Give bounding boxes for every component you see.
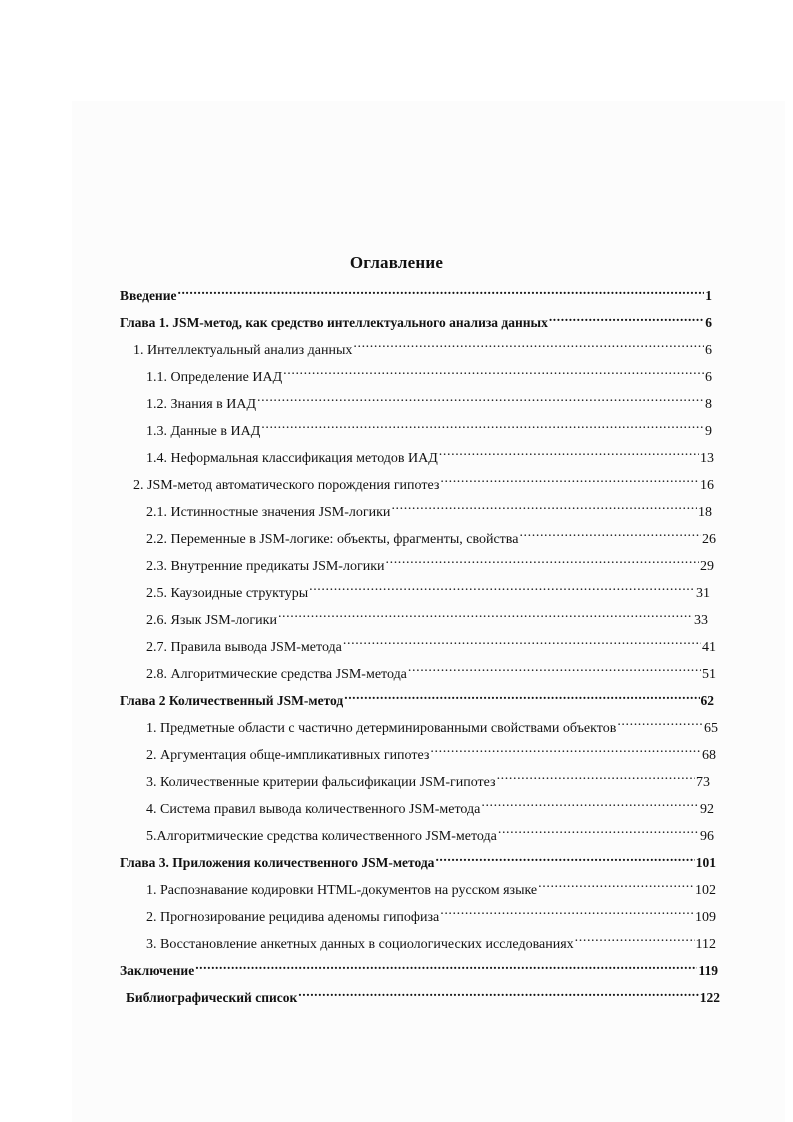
dot-leader	[298, 982, 698, 1002]
toc-entry-page-number: 122	[699, 990, 720, 1005]
toc-entry-label: Глава 1. JSM-метод, как средство интеллектуального анализа данных	[120, 315, 548, 330]
toc-entry[interactable]	[146, 442, 714, 466]
dot-leader	[498, 820, 699, 840]
toc-entry[interactable]	[146, 712, 718, 736]
toc-entry-label: Глава 2 Количественный JSM-метод	[120, 693, 344, 708]
toc-entry[interactable]	[146, 658, 716, 682]
toc-entry[interactable]	[120, 847, 716, 870]
dot-leader	[435, 847, 694, 867]
dot-leader	[177, 280, 704, 300]
toc-entry-page-number: 119	[698, 963, 718, 978]
toc-entry-label: Введение	[120, 288, 177, 303]
toc-entry-page-number: 51	[702, 667, 716, 682]
toc-entry-page-number: 68	[702, 748, 716, 763]
toc-entry-label: 4. Система правил вывода количественного JSM-метода	[146, 802, 481, 817]
toc-entry-label: Заключение	[120, 963, 195, 978]
toc-entry[interactable]	[133, 469, 714, 493]
toc-entry[interactable]	[146, 631, 716, 655]
toc-entry-page-number: 16	[700, 478, 714, 493]
toc-entry-page-number: 33	[694, 613, 708, 628]
toc-entry-page-number: 29	[700, 559, 714, 574]
toc-entry-page-number: 65	[704, 721, 718, 736]
toc-entry[interactable]	[146, 901, 716, 925]
toc-entry[interactable]	[146, 793, 714, 817]
dot-leader	[575, 928, 695, 948]
toc-entry[interactable]	[146, 766, 710, 790]
toc-entry-page-number: 109	[695, 910, 716, 925]
toc-entry-label: 2.2. Переменные в JSM-логике: объекты, фрагменты, свойства	[146, 532, 519, 547]
toc-entry[interactable]	[133, 334, 712, 358]
dot-leader	[391, 496, 697, 516]
dot-leader	[408, 658, 701, 678]
toc-entry[interactable]	[146, 523, 716, 547]
toc-entry-label: 2.5. Каузоидные структуры	[146, 586, 309, 601]
toc-entry-label: 2.7. Правила вывода JSM-метода	[146, 640, 342, 655]
toc-entry[interactable]	[146, 550, 714, 574]
dot-leader	[481, 793, 699, 813]
toc-entry[interactable]	[146, 577, 710, 601]
dot-leader	[309, 577, 695, 597]
dot-leader	[440, 901, 694, 921]
dot-leader	[343, 631, 701, 651]
toc-entry[interactable]	[146, 361, 712, 385]
toc-entry[interactable]	[120, 307, 712, 330]
toc-entry-page-number: 62	[700, 693, 714, 708]
dot-leader	[538, 874, 694, 894]
toc-entry[interactable]	[146, 388, 712, 412]
toc-entry-page-number: 9	[705, 424, 712, 439]
toc-entry-page-number: 102	[695, 883, 716, 898]
toc-title: Оглавление	[349, 253, 444, 272]
toc-entry[interactable]	[146, 415, 712, 439]
toc-entry-page-number: 73	[696, 775, 710, 790]
toc-entry-label: 1.3. Данные в ИАД	[146, 424, 261, 439]
toc-entry-label: 2. Прогнозирование рецидива аденомы гипофиза	[146, 910, 440, 925]
toc-entry-page-number: 18	[698, 505, 712, 520]
toc-entry-page-number: 26	[702, 532, 716, 547]
dot-leader	[261, 415, 704, 435]
dot-leader	[386, 550, 700, 570]
toc-entry-page-number: 96	[700, 829, 714, 844]
toc-entry[interactable]	[120, 280, 712, 303]
toc-entry-page-number: 41	[702, 640, 716, 655]
toc-entry-page-number: 6	[705, 343, 712, 358]
dot-leader	[430, 739, 701, 759]
toc-entry-label: 3. Количественные критерии фальсификации JSM-гипотез	[146, 775, 496, 790]
toc-entry-page-number: 13	[700, 451, 714, 466]
toc-entry-label: 2. JSM-метод автоматического порождения гипотез	[133, 478, 440, 493]
dot-leader	[519, 523, 701, 543]
dot-leader	[257, 388, 704, 408]
toc-entry-page-number: 1	[705, 288, 712, 303]
toc-entry[interactable]	[120, 955, 718, 978]
toc-entry-page-number: 6	[705, 370, 712, 385]
toc-entry-label: 2.8. Алгоритмические средства JSM-метода	[146, 667, 407, 682]
toc-entry-page-number: 31	[696, 586, 710, 601]
toc-entry[interactable]	[146, 604, 708, 628]
toc-entry[interactable]	[146, 496, 712, 520]
dot-leader	[617, 712, 703, 732]
toc-entry-page-number: 101	[695, 855, 716, 870]
toc-entry-label: 1.4. Неформальная классификация методов ИАД	[146, 451, 438, 466]
toc-entry-label: 3. Восстановление анкетных данных в социологических исследованиях	[146, 937, 574, 952]
toc-entry-page-number: 8	[705, 397, 712, 412]
toc-entry-page-number: 112	[695, 937, 716, 952]
dot-leader	[549, 307, 704, 327]
toc-entry-label: 2. Аргументация обще-импликативных гипотез	[146, 748, 430, 763]
toc-entry-page-number: 6	[705, 315, 712, 330]
toc-entry-label: 1. Предметные области с частично детерминированными свойствами объектов	[146, 721, 617, 736]
toc-entry-label: Библиографический список	[126, 990, 298, 1005]
toc-entry-label: 1.2. Знания в ИАД	[146, 397, 257, 412]
dot-leader	[497, 766, 695, 786]
toc-entry-label: 2.3. Внутренние предикаты JSM-логики	[146, 559, 385, 574]
toc-entry[interactable]	[146, 874, 716, 898]
toc-entry[interactable]	[146, 928, 716, 952]
toc-entry-label: 5.Алгоритмические средства количественного JSM-метода	[146, 829, 497, 844]
toc-entry-label: 1. Интеллектуальный анализ данных	[133, 343, 353, 358]
toc-entry-label: Глава 3. Приложения количественного JSM-метода	[120, 855, 435, 870]
toc-entry-label: 1. Распознавание кодировки HTML-документов на русском языке	[146, 883, 538, 898]
toc-entry-label: 2.6. Язык JSM-логики	[146, 613, 277, 628]
toc-entry[interactable]	[146, 820, 714, 844]
toc-entry[interactable]	[120, 685, 714, 708]
toc-entry[interactable]	[126, 982, 720, 1005]
dot-leader	[440, 469, 699, 489]
toc-entry-label: 2.1. Истинностные значения JSM-логики	[146, 505, 391, 520]
dot-leader	[195, 955, 697, 975]
toc-entry[interactable]	[146, 739, 716, 763]
dot-leader	[283, 361, 704, 381]
dot-leader	[353, 334, 704, 354]
toc-entry-label: 1.1. Определение ИАД	[146, 370, 283, 385]
dot-leader	[278, 604, 693, 624]
dot-leader	[344, 685, 699, 705]
toc-entry-page-number: 92	[700, 802, 714, 817]
dot-leader	[439, 442, 699, 462]
